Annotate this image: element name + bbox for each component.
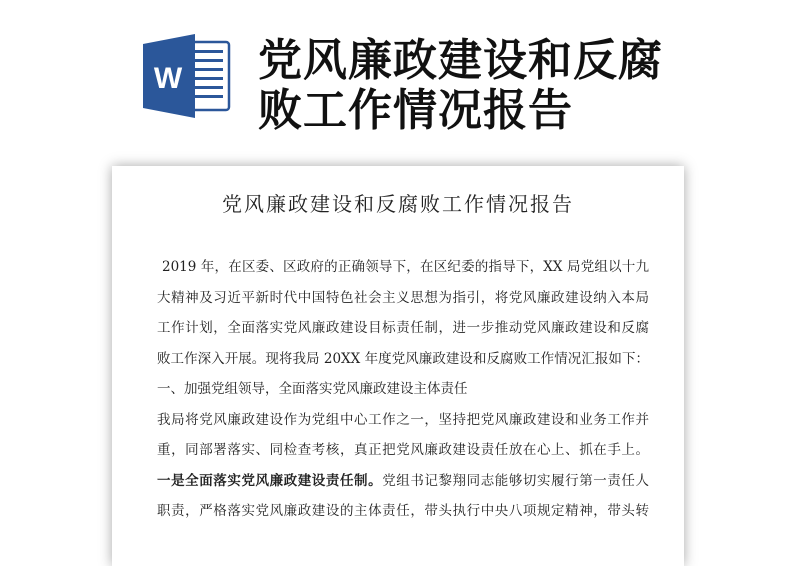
- section-heading: 一、加强党组领导，全面落实党风廉政建设主体责任: [157, 381, 468, 397]
- document-body: [157, 252, 649, 527]
- paragraph-line: 败工作深入开展。现将我局 20XX 年度党风廉政建设和反腐败工作情况汇报如下：: [157, 350, 649, 367]
- document-title: 党风廉政建设和反腐败工作情况报告: [222, 192, 574, 216]
- word-document-icon: [143, 34, 231, 118]
- bold-lead: 一是全面落实党风廉政建设责任制。: [157, 472, 383, 489]
- paragraph-line: 我局将党风廉政建设作为党组中心工作之一，坚持把党风廉政建设和业务工作并: [157, 411, 649, 428]
- page-title: 党风廉政建设和反腐 败工作情况报告: [258, 35, 663, 136]
- paragraph-line: 工作计划，全面落实党风廉政建设目标责任制，进一步推动党风廉政建设和反腐: [157, 320, 649, 336]
- paragraph-line: 一是全面落实党风廉政建设责任制。党组书记黎翔同志能够切实履行第一责任人: [157, 472, 650, 489]
- paragraph-line: 大精神及习近平新时代中国特色社会主义思想为指引，将党风廉政建设纳入本局: [157, 289, 649, 306]
- paragraph-line: 职责，严格落实党风廉政建设的主体责任，带头执行中央八项规定精神，带头转: [157, 503, 649, 519]
- paragraph-line: 重，同部署落实、同检查考核，真正把党风廉政建设责任放在心上、抓在手上。: [157, 442, 649, 458]
- paragraph-line: 2019 年，在区委、区政府的正确领导下，在区纪委的指导下，XX 局党组以十九: [162, 259, 649, 275]
- svg-text:W: W: [153, 62, 183, 95]
- document-page: [112, 166, 684, 566]
